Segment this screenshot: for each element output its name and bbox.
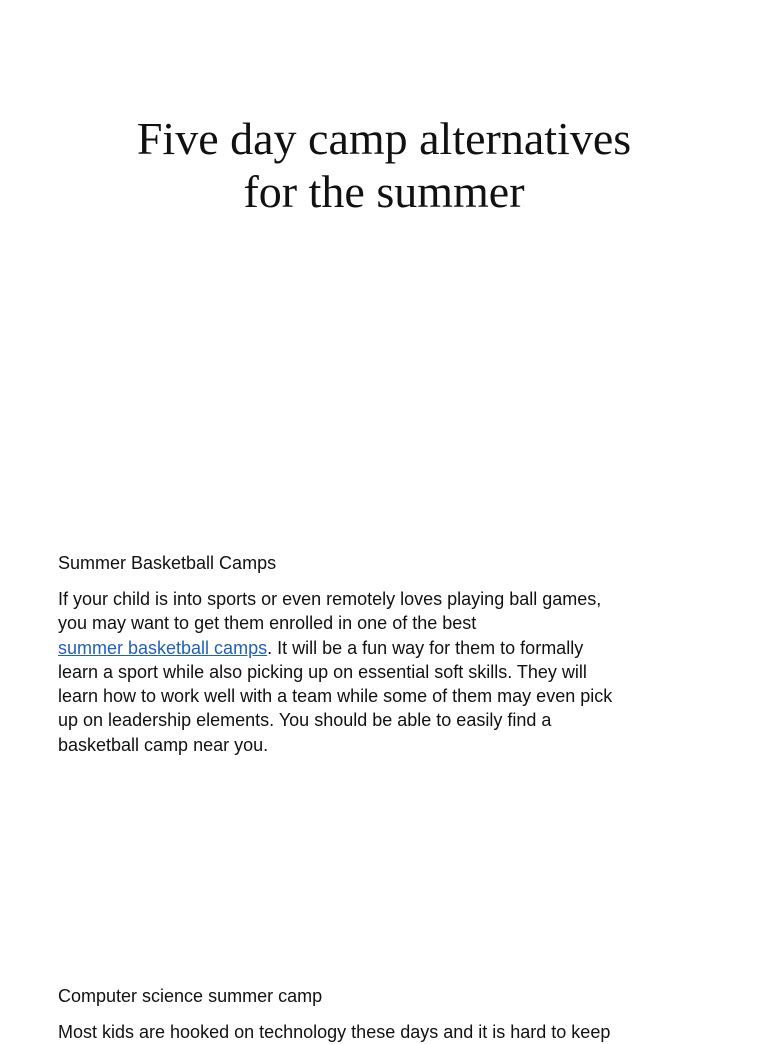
summer-basketball-camps-link[interactable]: summer basketball camps xyxy=(58,637,268,658)
paragraph-line: up on leadership elements. You should be able to easily find a xyxy=(58,710,552,731)
section-heading: Computer science summer camp xyxy=(58,986,323,1006)
paragraph-line xyxy=(58,636,718,660)
document-title xyxy=(0,112,768,218)
paragraph-line-text: . It will be a fun way for them to formally xyxy=(267,637,584,658)
paragraph-line: you may want to get them enrolled in one of the best xyxy=(58,613,477,634)
paragraph-line: learn a sport while also picking up on essential soft skills. They will xyxy=(58,661,587,682)
section-computer-science-summer-camp xyxy=(58,984,718,1044)
paragraph-line: Most kids are hooked on technology these days and it is hard to keep xyxy=(58,1022,611,1042)
section-paragraph xyxy=(58,1020,718,1044)
paragraph-line: basketball camp near you. xyxy=(58,734,269,755)
title-line-2: for the summer xyxy=(243,166,525,217)
section-summer-basketball-camps xyxy=(58,551,718,757)
section-paragraph xyxy=(58,587,718,757)
section-heading: Summer Basketball Camps xyxy=(58,553,277,573)
title-line-1: Five day camp alternatives xyxy=(136,113,632,164)
paragraph-line: If your child is into sports or even remotely loves playing ball games, xyxy=(58,589,602,609)
paragraph-line: learn how to work well with a team while some of them may even pick xyxy=(58,686,613,707)
